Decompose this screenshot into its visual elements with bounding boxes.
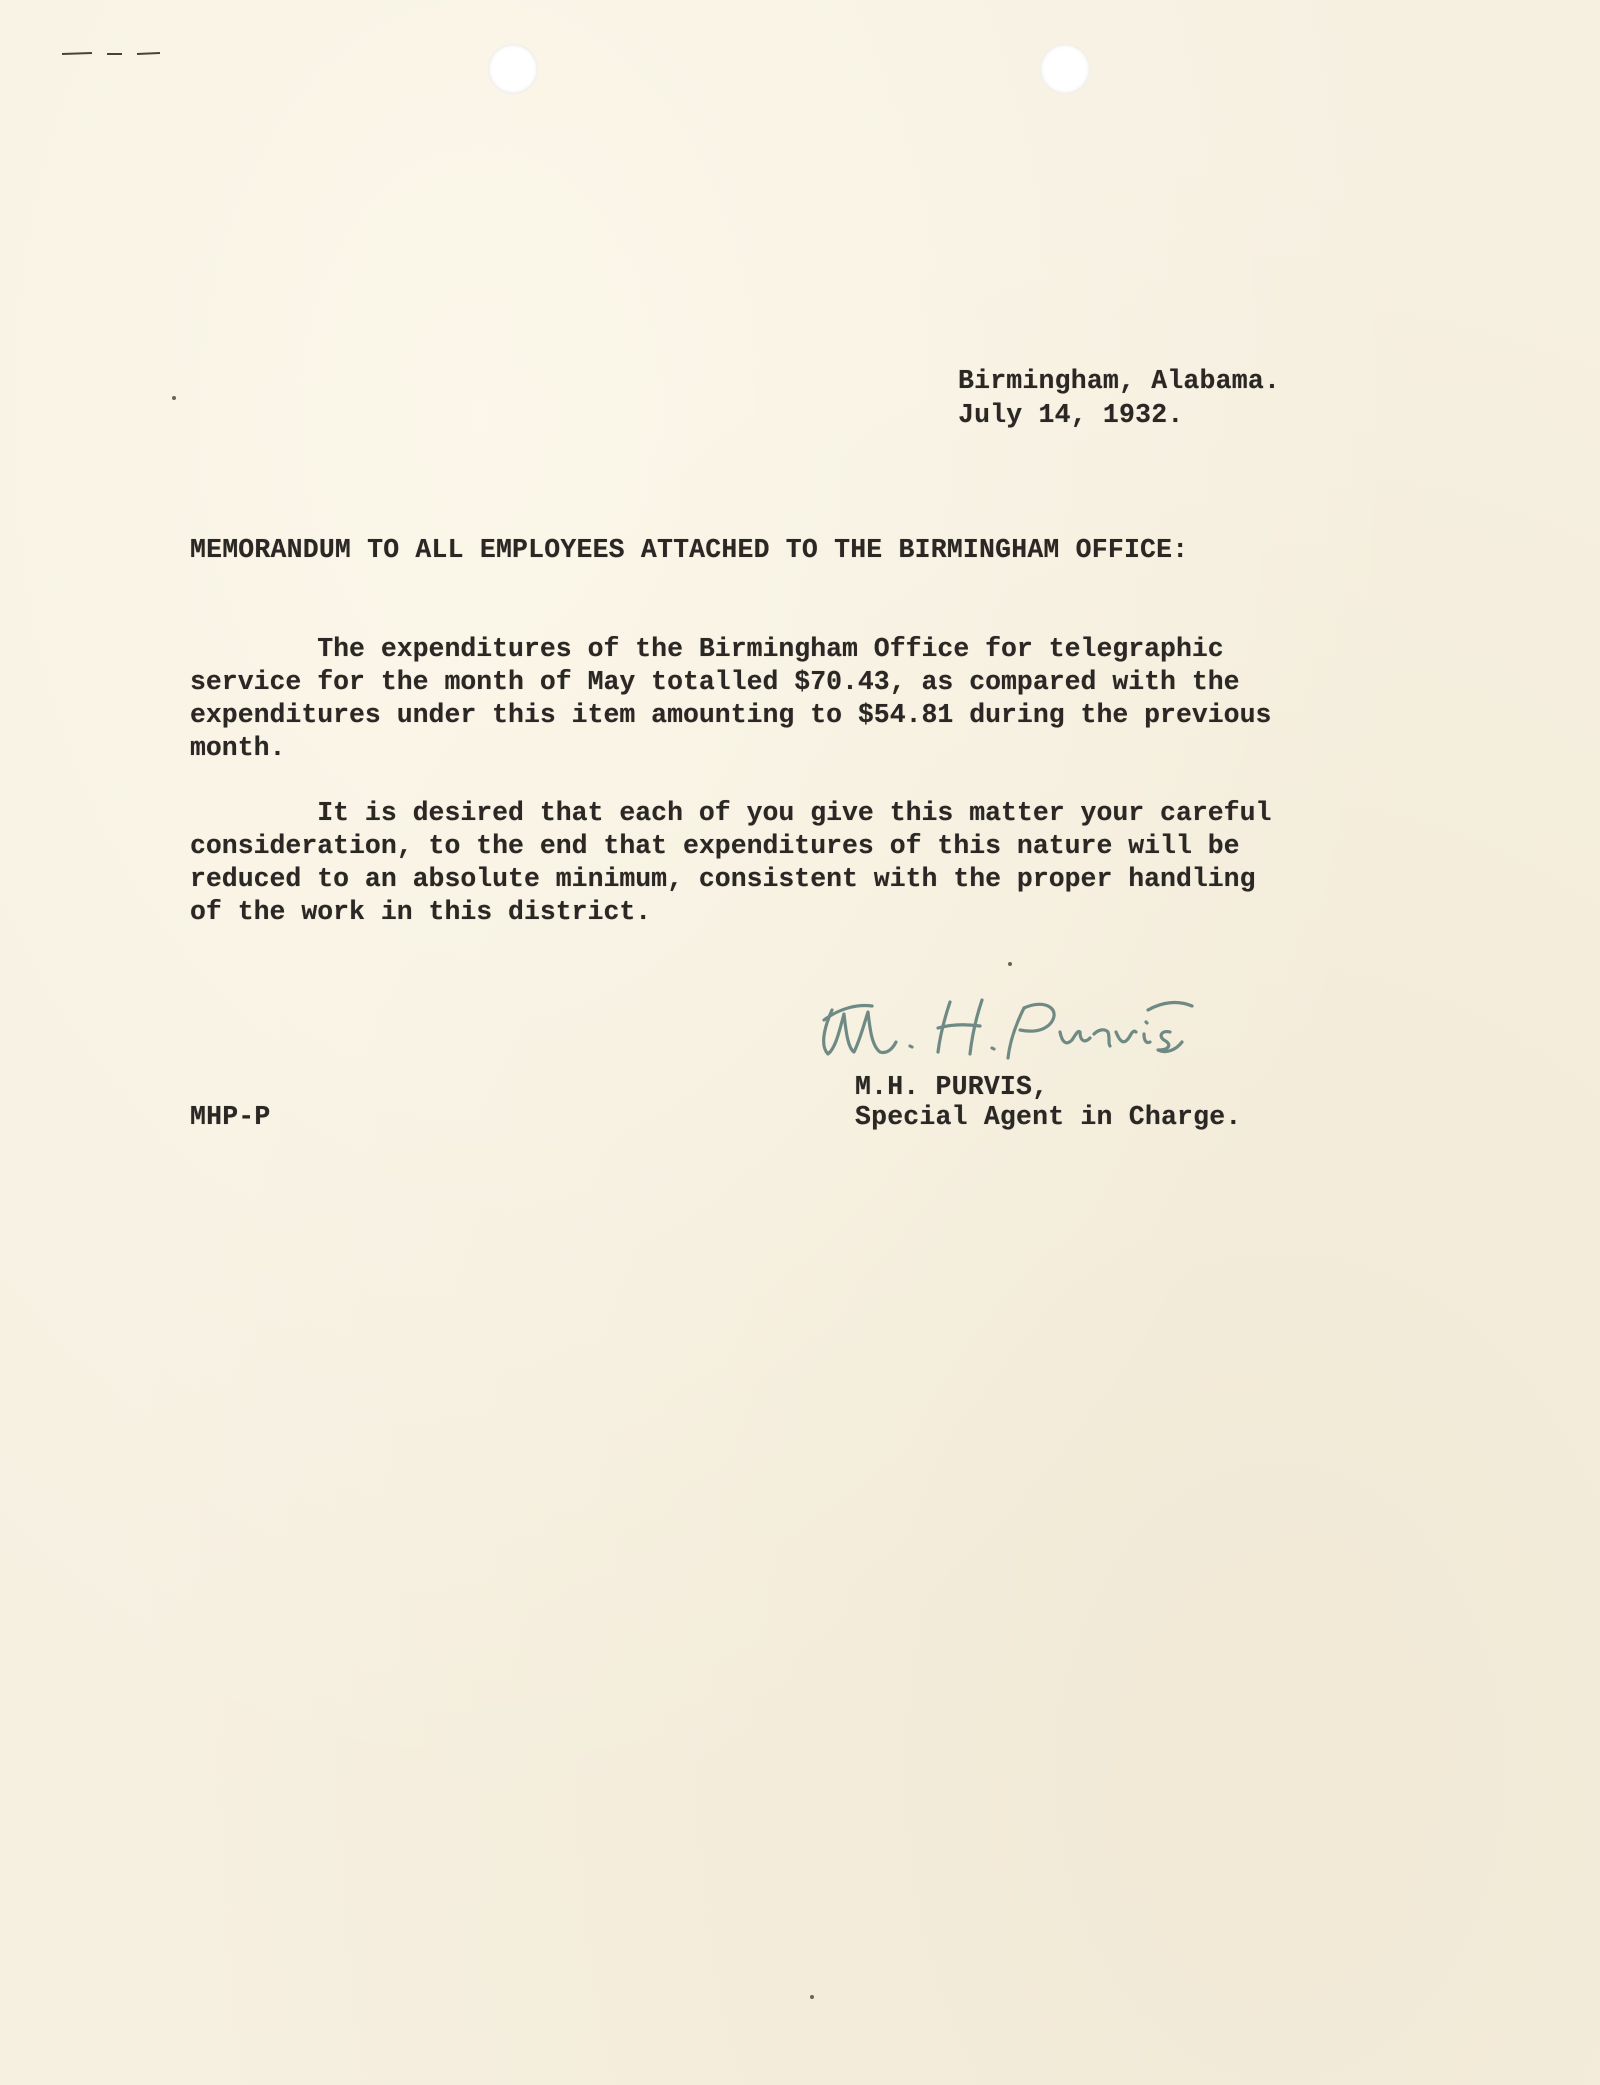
memo-subject: MEMORANDUM TO ALL EMPLOYEES ATTACHED TO THE BIRMINGHAM OFFICE: <box>190 535 1189 565</box>
paragraph-line: consideration, to the end that expenditures of this nature will be <box>190 831 1240 861</box>
reference-initials: MHP-P <box>190 1102 271 1132</box>
paper-speck <box>172 396 176 400</box>
paragraph-line: reduced to an absolute minimum, consistent with the proper handling <box>190 864 1256 894</box>
paragraph-line: expenditures under this item amounting to $54.81 during the previous <box>190 700 1272 730</box>
signer-name: M.H. PURVIS, <box>855 1072 1049 1102</box>
paper-edge-mark <box>62 52 160 56</box>
letter-place: Birmingham, Alabama. <box>958 366 1281 396</box>
punch-hole-left <box>488 44 538 94</box>
paper-speck <box>1008 962 1012 966</box>
signer-title: Special Agent in Charge. <box>855 1102 1242 1132</box>
memo-paragraph-1 <box>190 633 1271 765</box>
letter-date: July 14, 1932. <box>958 400 1184 430</box>
paragraph-line: service for the month of May totalled $70.43, as compared with the <box>190 667 1240 697</box>
handwritten-signature <box>810 980 1250 1080</box>
memo-paragraph-2 <box>190 797 1271 929</box>
paragraph-line: The expenditures of the Birmingham Office for telegraphic <box>190 634 1224 664</box>
paper-speck <box>810 1995 814 1999</box>
paragraph-line: of the work in this district. <box>190 897 652 927</box>
paragraph-line: month. <box>190 733 286 763</box>
punch-hole-right <box>1040 44 1090 94</box>
paragraph-line: It is desired that each of you give this matter your careful <box>190 798 1272 828</box>
